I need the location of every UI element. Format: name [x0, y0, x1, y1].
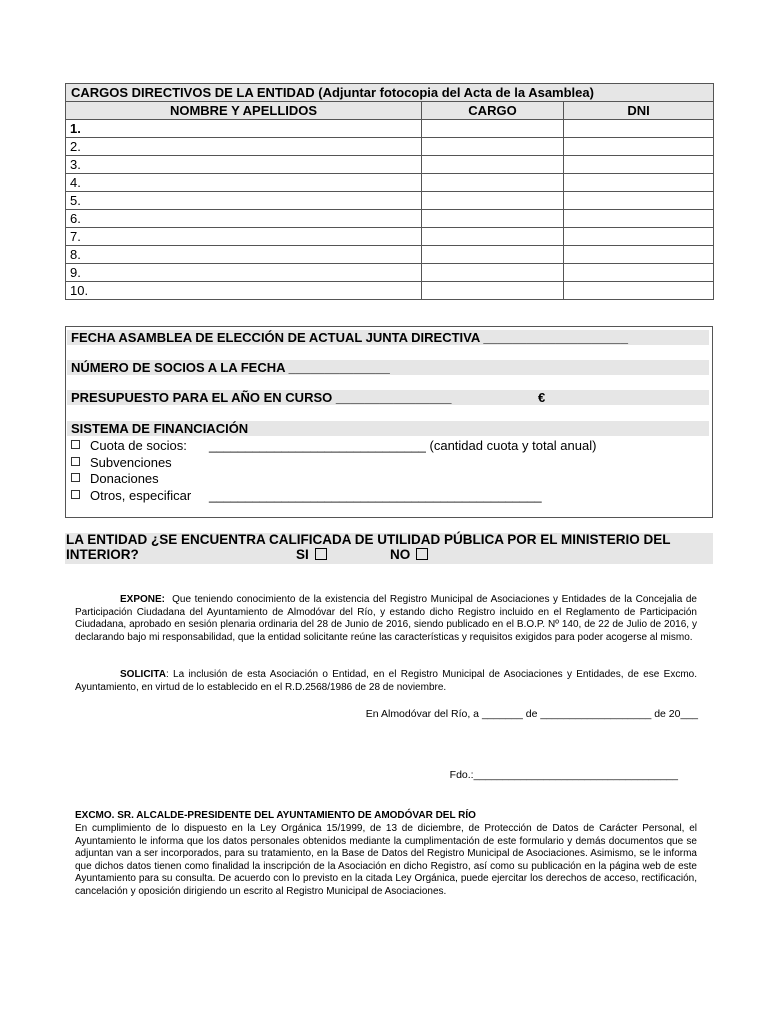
- checkbox[interactable]: [71, 490, 80, 499]
- datos-entidad-box: [65, 326, 713, 518]
- dni-cell[interactable]: [564, 192, 714, 210]
- row-number: 3.: [66, 156, 422, 174]
- row-number: 10.: [66, 282, 422, 300]
- footer-title: EXCMO. SR. ALCALDE-PRESIDENTE DEL AYUNTAMIENTO DE AMODÓVAR DEL RÍO: [75, 810, 476, 821]
- table-row: [66, 228, 714, 246]
- row-number: 7.: [66, 228, 422, 246]
- dni-cell[interactable]: [564, 138, 714, 156]
- dni-cell[interactable]: [564, 282, 714, 300]
- no-checkbox[interactable]: [416, 548, 428, 560]
- dni-cell[interactable]: [564, 210, 714, 228]
- proteccion-datos-text: En cumplimiento de lo dispuesto en la Ley Orgánica 15/1999, de 13 de diciembre, de Protección de Datos de Carácter Personal, el Ayuntamiento le informa que los datos personales obtenidos mediante la cumplimentación de este formulario y demás documentos que se adjuntan van a ser incorporados, para su tratamiento, en la Base de Datos del Registro Municipal de Asociaciones. Asimismo, se le informa que dichos datos tienen como finalidad la inscripción de la Asociación en dicho Registro, así como su publicación en la página web de este Ayuntamiento para su consulta. De acuerdo con lo previsto en la citada Ley Orgánica, puede ejercitar los derechos de acceso, rectificación, cancelación y oposición dirigiendo un escrito al Registro Municipal de Asociaciones.: [75, 823, 697, 897]
- firma-line[interactable]: Fdo.:___________________________________: [449, 769, 678, 781]
- utilidad-question: LA ENTIDAD ¿SE ENCUENTRA CALIFICADA DE UTILIDAD PÚBLICA POR EL MINISTERIO DEL: [66, 532, 671, 547]
- cargo-cell[interactable]: [422, 120, 564, 138]
- opcion-label: Donaciones: [90, 471, 159, 486]
- row-number: 1.: [66, 120, 422, 138]
- header-nombre: NOMBRE Y APELLIDOS: [66, 102, 422, 120]
- opcion-subvenciones[interactable]: [71, 455, 172, 471]
- opcion-label: Cuota de socios:: [90, 438, 187, 453]
- sistema-financiacion-title: SISTEMA DE FINANCIACIÓN: [71, 421, 249, 436]
- numero-socios-field[interactable]: NÚMERO DE SOCIOS A LA FECHA ______________: [71, 360, 390, 375]
- otros-input-line[interactable]: ______________________________________________: [209, 488, 542, 503]
- row-number: 5.: [66, 192, 422, 210]
- dni-cell[interactable]: [564, 228, 714, 246]
- cargo-cell[interactable]: [422, 156, 564, 174]
- cargo-cell[interactable]: [422, 192, 564, 210]
- cargo-cell[interactable]: [422, 264, 564, 282]
- cuota-input-line[interactable]: ______________________________ (cantidad cuota y total anual): [209, 438, 597, 453]
- checkbox[interactable]: [71, 473, 80, 482]
- table-row: [66, 156, 714, 174]
- opcion-label: Subvenciones: [90, 455, 172, 470]
- solicita-label: SOLICITA: [120, 669, 166, 680]
- cargos-title: CARGOS DIRECTIVOS DE LA ENTIDAD (Adjuntar fotocopia del Acta de la Asamblea): [66, 84, 714, 102]
- row-number: 2.: [66, 138, 422, 156]
- presupuesto-field[interactable]: PRESUPUESTO PARA EL AÑO EN CURSO ________________: [71, 390, 452, 405]
- dni-cell[interactable]: [564, 264, 714, 282]
- row-number: 6.: [66, 210, 422, 228]
- no-label: NO: [390, 547, 411, 562]
- opcion-label: Otros, especificar: [90, 488, 192, 503]
- cargos-directivos-table: [65, 83, 714, 300]
- table-row: [66, 120, 714, 138]
- utilidad-question-cont: INTERIOR?: [66, 547, 139, 562]
- solicita-paragraph: [75, 669, 697, 694]
- no-option[interactable]: [390, 547, 428, 563]
- expone-text: Que teniendo conocimiento de la existencia del Registro Municipal de Asociaciones y Entidades de la Concejalia de Participación Ciudadana del Ayuntamiento de Almodóvar del Río, y estando dicho Registro incluido en el Reglamento de Participación Ciudadana, aprobado en sesión plenaria ordinaria del 28 de Junio de 2016, siendo publicado en el B.O.P. Nº 140, de 22 de Julio de 2016, y declarando bajo mi responsabilidad, que la entidad solicitante reúne las características y requisitos exigidos para poder acogerse al mismo.: [75, 594, 697, 643]
- dni-cell[interactable]: [564, 120, 714, 138]
- table-row: [66, 138, 714, 156]
- opcion-otros[interactable]: [71, 488, 191, 504]
- table-row: [66, 246, 714, 264]
- cargo-cell[interactable]: [422, 174, 564, 192]
- fecha-asamblea-field[interactable]: FECHA ASAMBLEA DE ELECCIÓN DE ACTUAL JUNTA DIRECTIVA ____________________: [71, 330, 628, 345]
- dni-cell[interactable]: [564, 156, 714, 174]
- cargo-cell[interactable]: [422, 228, 564, 246]
- si-checkbox[interactable]: [315, 548, 327, 560]
- dni-cell[interactable]: [564, 174, 714, 192]
- dni-cell[interactable]: [564, 246, 714, 264]
- solicita-text: : La inclusión de esta Asociación o Entidad, en el Registro Municipal de Asociaciones y Entidades, de ese Excmo. Ayuntamiento, en virtud de lo establecido en el R.D.2568/1986 de 28 de noviembre.: [75, 669, 697, 693]
- header-cargo: CARGO: [422, 102, 564, 120]
- row-number: 8.: [66, 246, 422, 264]
- cargo-cell[interactable]: [422, 282, 564, 300]
- table-row: [66, 282, 714, 300]
- table-row: [66, 264, 714, 282]
- si-option[interactable]: [296, 547, 327, 563]
- cargo-cell[interactable]: [422, 246, 564, 264]
- cargo-cell[interactable]: [422, 138, 564, 156]
- checkbox[interactable]: [71, 457, 80, 466]
- si-label: SI: [296, 547, 309, 562]
- table-row: [66, 174, 714, 192]
- table-row: [66, 210, 714, 228]
- opcion-donaciones[interactable]: [71, 471, 159, 487]
- expone-paragraph: [75, 594, 697, 644]
- euro-symbol: €: [538, 390, 546, 405]
- opcion-cuota-socios[interactable]: [71, 438, 187, 454]
- row-number: 9.: [66, 264, 422, 282]
- row-number: 4.: [66, 174, 422, 192]
- checkbox[interactable]: [71, 440, 80, 449]
- expone-label: EXPONE:: [120, 594, 166, 605]
- header-dni: DNI: [564, 102, 714, 120]
- cargo-cell[interactable]: [422, 210, 564, 228]
- lugar-fecha-line[interactable]: En Almodóvar del Río, a _______ de ___________________ de 20___: [365, 708, 698, 720]
- table-row: [66, 192, 714, 210]
